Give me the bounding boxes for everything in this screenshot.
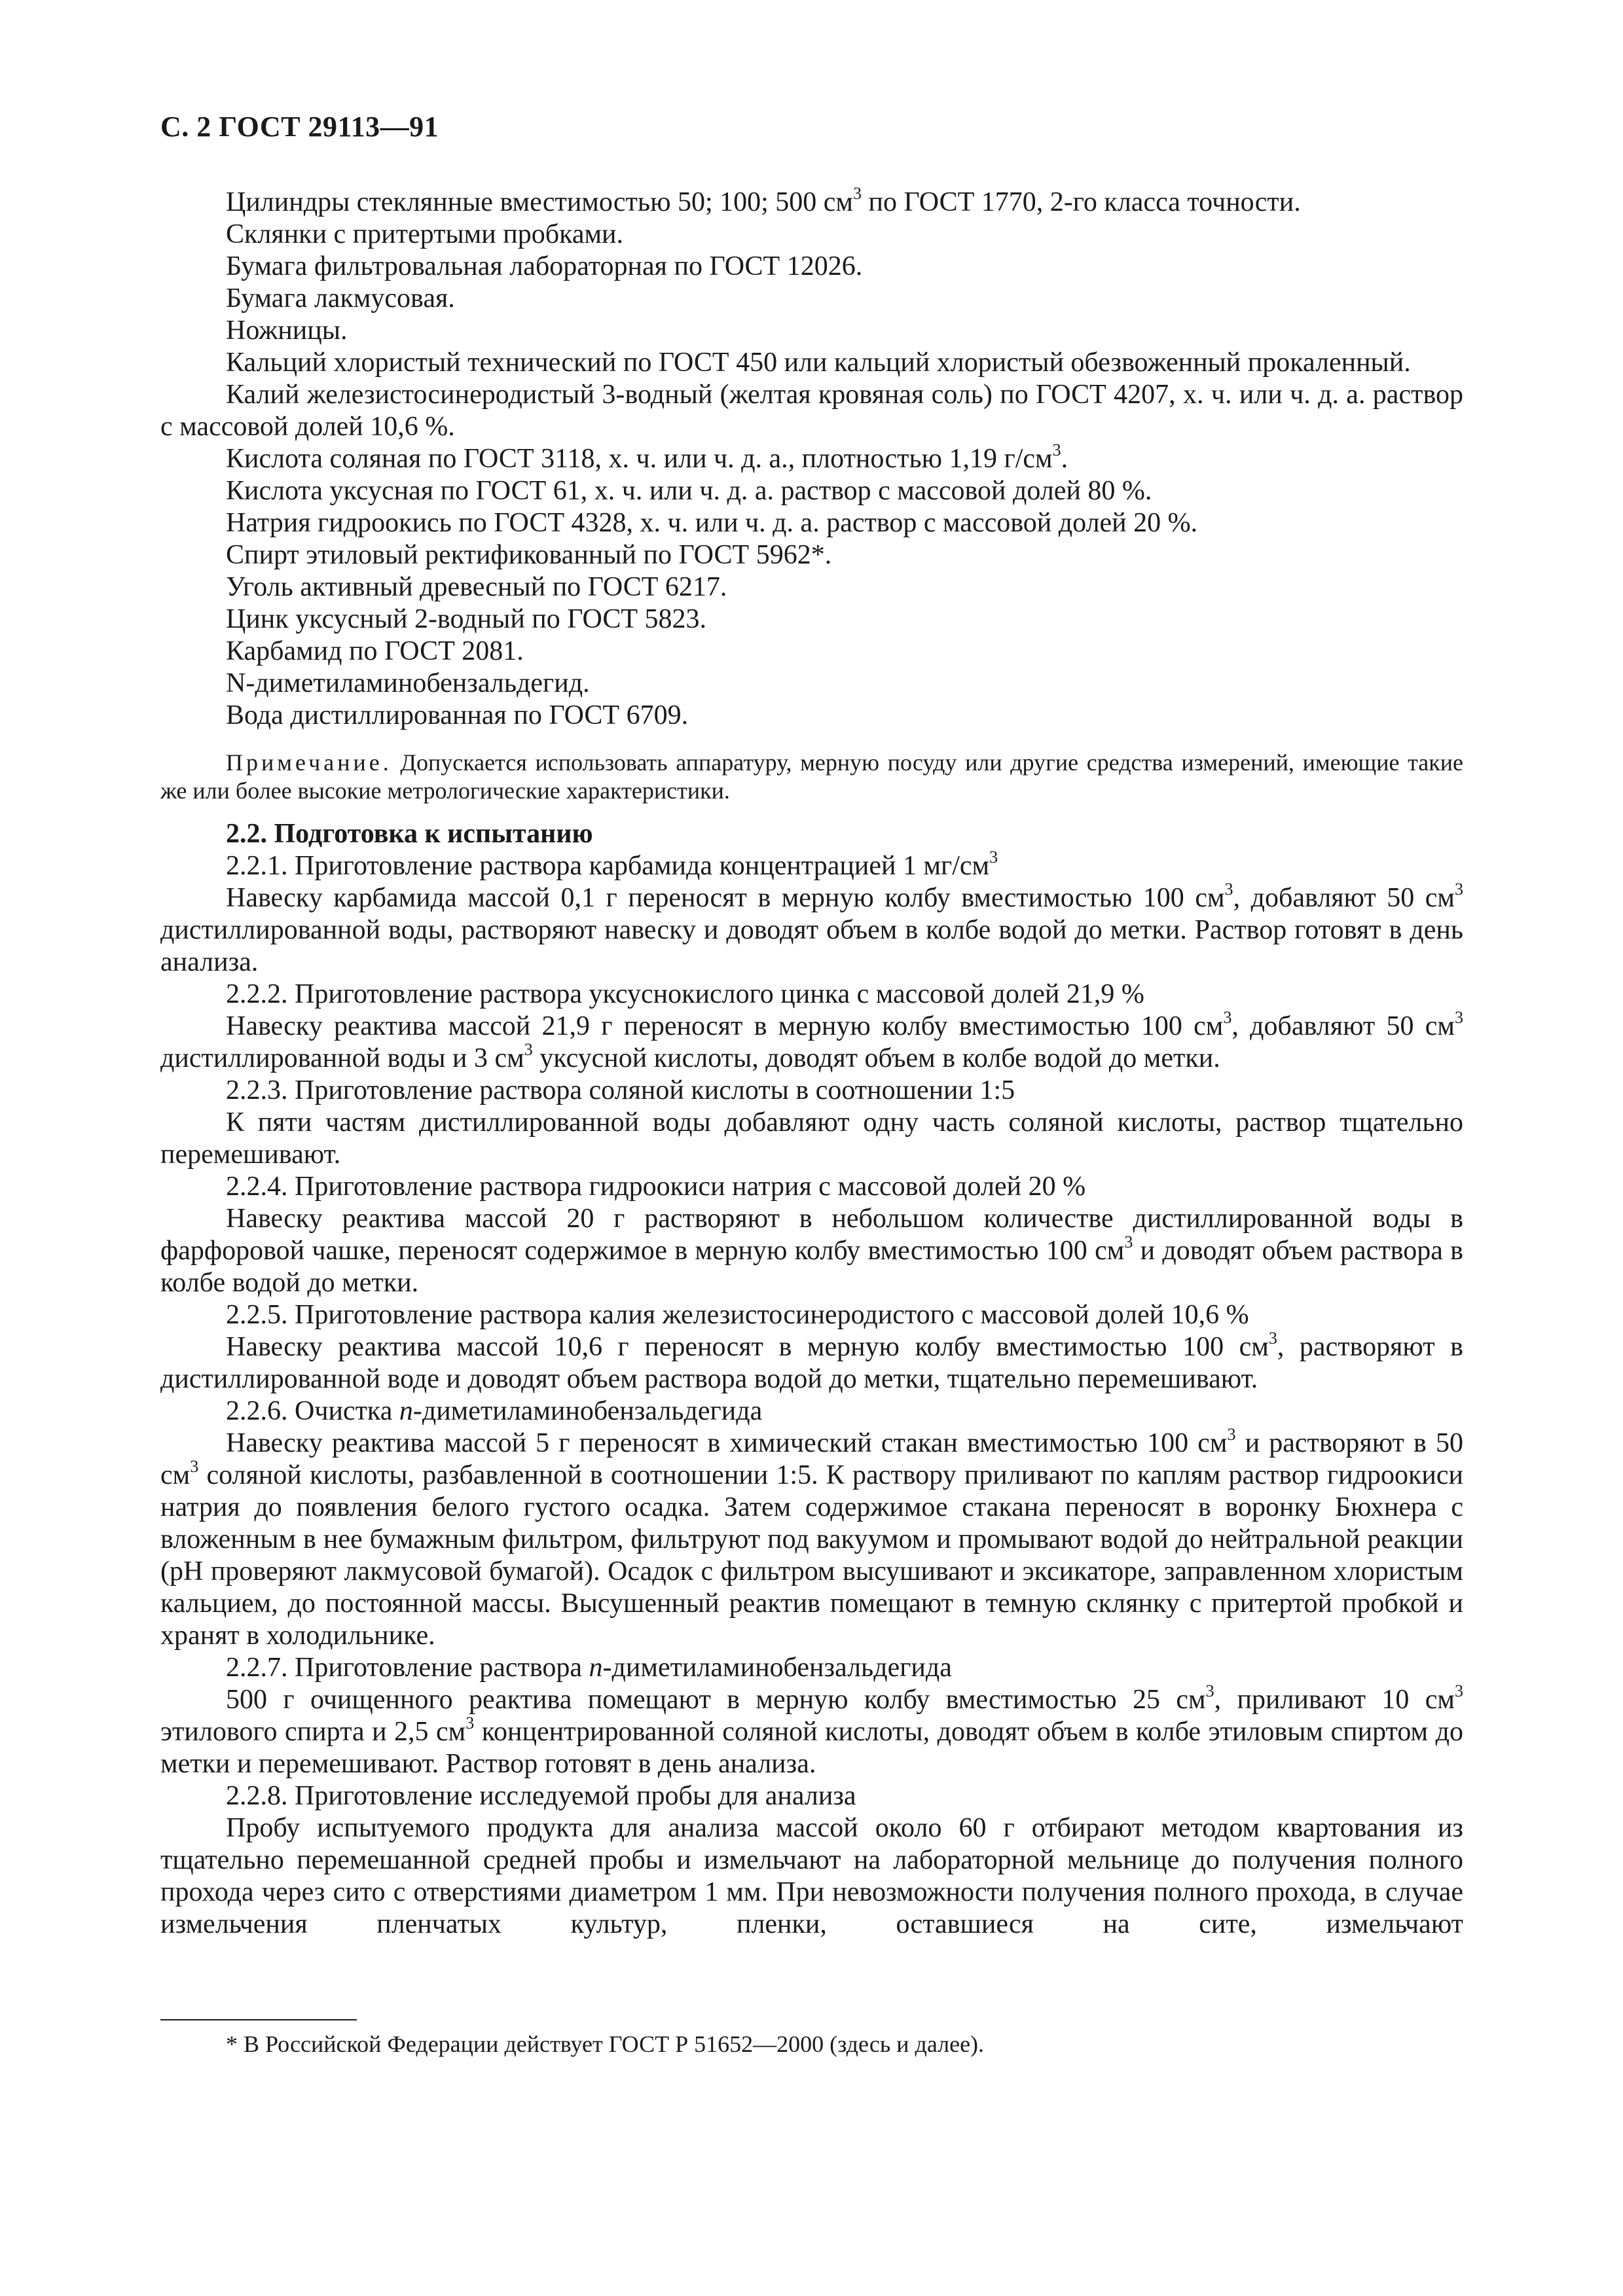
paragraph: 500 г очищенного реактива помещают в мерную колбу вместимостью 25 $см^3$, приливают 10 $см^3$ этилового спирта и 2,5 $см^3$ концентрированной соляной кислоты, доводят объем в колбе этиловым спиртом до метки и перемешивают. Раствор готовят в день анализа. [160,1681,1463,1779]
equipment-item: Кальций хлористый технический по ГОСТ 450 или кальций хлористый обезвоженный прокаленный. [226,348,1411,378]
document-body [160,183,1464,1941]
equipment-item: Карбамид по ГОСТ 2081. [226,636,524,666]
equipment-item: Бумага лакмусовая. [226,283,455,314]
subsection-title: 2.2.3. Приготовление раствора соляной кислоты в соотношении 1:5 [226,1075,1015,1105]
subsection-title: 2.2.2. Приготовление раствора уксуснокислого цинка с массовой долей 21,9 % [226,979,1144,1009]
equipment-item: Склянки с притертыми пробками. [226,219,624,249]
footnote-divider [160,2019,357,2020]
equipment-item: Вода дистиллированная по ГОСТ 6709. [226,700,689,730]
note-text: Допускается использовать аппаратуру, мерную посуду или другие средства измерений, имеющие такие же или более высокие метрологические характеристики. [160,749,1463,804]
equipment-item: Уголь активный древесный по ГОСТ 6217. [226,572,727,602]
equipment-item: Цилиндры стеклянные вместимостью 50; 100; 500 $см^3$ по ГОСТ 1770, 2-го класса точности. [226,183,1301,217]
paragraph: К пяти частям дистиллированной воды добавляют одну часть соляной кислоты, раствор тщательно перемешивают. [160,1107,1463,1170]
equipment-item: N-диметиламинобензальдегид. [226,668,590,698]
subsection-title: 2.2.1. Приготовление раствора карбамида концентрацией 1 $мг/см^3$ [226,847,998,881]
paragraph: Навеску реактива массой 10,6 г переносят в мерную колбу вместимостью 100 $см^3$, растворяют в дистиллированной воде и доводят объем раствора водой до метки, тщательно перемешивают. [160,1328,1464,1394]
equipment-item: Калий железистосинеродистый 3-водный (желтая кровяная соль) по ГОСТ 4207, х. ч. или ч. д. а. раствор с массовой долей 10,6 %. [160,380,1463,442]
equipment-item: Бумага фильтровальная лабораторная по ГОСТ 12026. [226,251,863,281]
equipment-item: Спирт этиловый ректификованный по ГОСТ 5962*. [226,540,832,570]
note [160,749,1463,805]
paragraph: Пробу испытуемого продукта для анализа массой около 60 г отбирают методом квартования из тщательно перемешанной средней пробы и измельчают на лабораторной мельнице до получения полного прохода через сито с отверстиями диаметром 1 мм. При невозможности получения полного прохода, в случае измельчения пленчатых культур, пленки, оставшиеся на сите, измельчают [160,1813,1463,1939]
footnote: * В Российской Федерации действует ГОСТ Р 51652—2000 (здесь и далее). [226,2031,985,2057]
subsection-title: 2.2.7. Приготовление раствора n-диметиламинобензальдегида [226,1653,952,1683]
paragraph: Навеску реактива массой 20 г растворяют в небольшом количестве дистиллированной воды в фарфоровой чашке, переносят содержимое в мерную колбу вместимостью 100 $см^3$ и доводят объем раствора в колбе водой до метки. [160,1204,1463,1298]
equipment-item: Цинк уксусный 2-водный по ГОСТ 5823. [226,604,707,634]
section-title: 2.2. Подготовка к испытанию [226,819,593,849]
note-label: Примечание. [226,749,392,776]
equipment-item: Кислота соляная по ГОСТ 3118, х. ч. или ч. д. а., плотностью 1,19 $г/см^3$. [226,440,1068,474]
subsection-title: 2.2.5. Приготовление раствора калия железистосинеродистого с массовой долей 10,6 % [226,1300,1249,1330]
equipment-item: Кислота уксусная по ГОСТ 61, х. ч. или ч. д. а. раствор с массовой долей 80 %. [226,476,1152,506]
equipment-item: Ножницы. [226,315,348,346]
page-header: С. 2 ГОСТ 29113—91 [160,111,439,143]
paragraph: Навеску реактива массой 21,9 г переносят в мерную колбу вместимостью 100 $см^3$, добавляют 50 $см^3$ дистиллированной воды и 3 $см^3$ уксусной кислоты, доводят объем в колбе водой до метки. [160,1007,1463,1073]
subsection-title: 2.2.6. Очистка n-диметиламинобензальдегида [226,1396,763,1426]
paragraph: Навеску реактива массой 5 г переносят в химический стакан вместимостью 100 $см^3$ и растворяют в 50 $см^3$ соляной кислоты, разбавленной в соотношении 1:5. К раствору приливают по каплям раствор гидроокиси натрия до появления белого густого осадка. Затем содержимое стакана переносят в воронку Бюхнера с вложенным в нее бумажным фильтром, фильтруют под вакуумом и промывают водой до нейтральной реакции (рН проверяют лакмусовой бумагой). Осадок с фильтром высушивают и эксикаторе, заправленном хлористым кальцием, до постоянной массы. Высушенный реактив помещают в темную склянку с притертой пробкой и хранят в холодильнике. [160,1424,1463,1651]
equipment-item: Натрия гидроокись по ГОСТ 4328, х. ч. или ч. д. а. раствор с массовой долей 20 %. [226,508,1198,538]
subsection-title: 2.2.4. Приготовление раствора гидроокиси натрия с массовой долей 20 % [226,1172,1086,1202]
subsection-title: 2.2.8. Приготовление исследуемой пробы для анализа [226,1781,856,1811]
paragraph: Навеску карбамида массой 0,1 г переносят в мерную колбу вместимостью 100 $см^3$, добавляют 50 $см^3$ дистиллированной воды, растворяют навеску и доводят объем в колбе водой до метки. Раствор готовят в день анализа. [160,879,1463,977]
